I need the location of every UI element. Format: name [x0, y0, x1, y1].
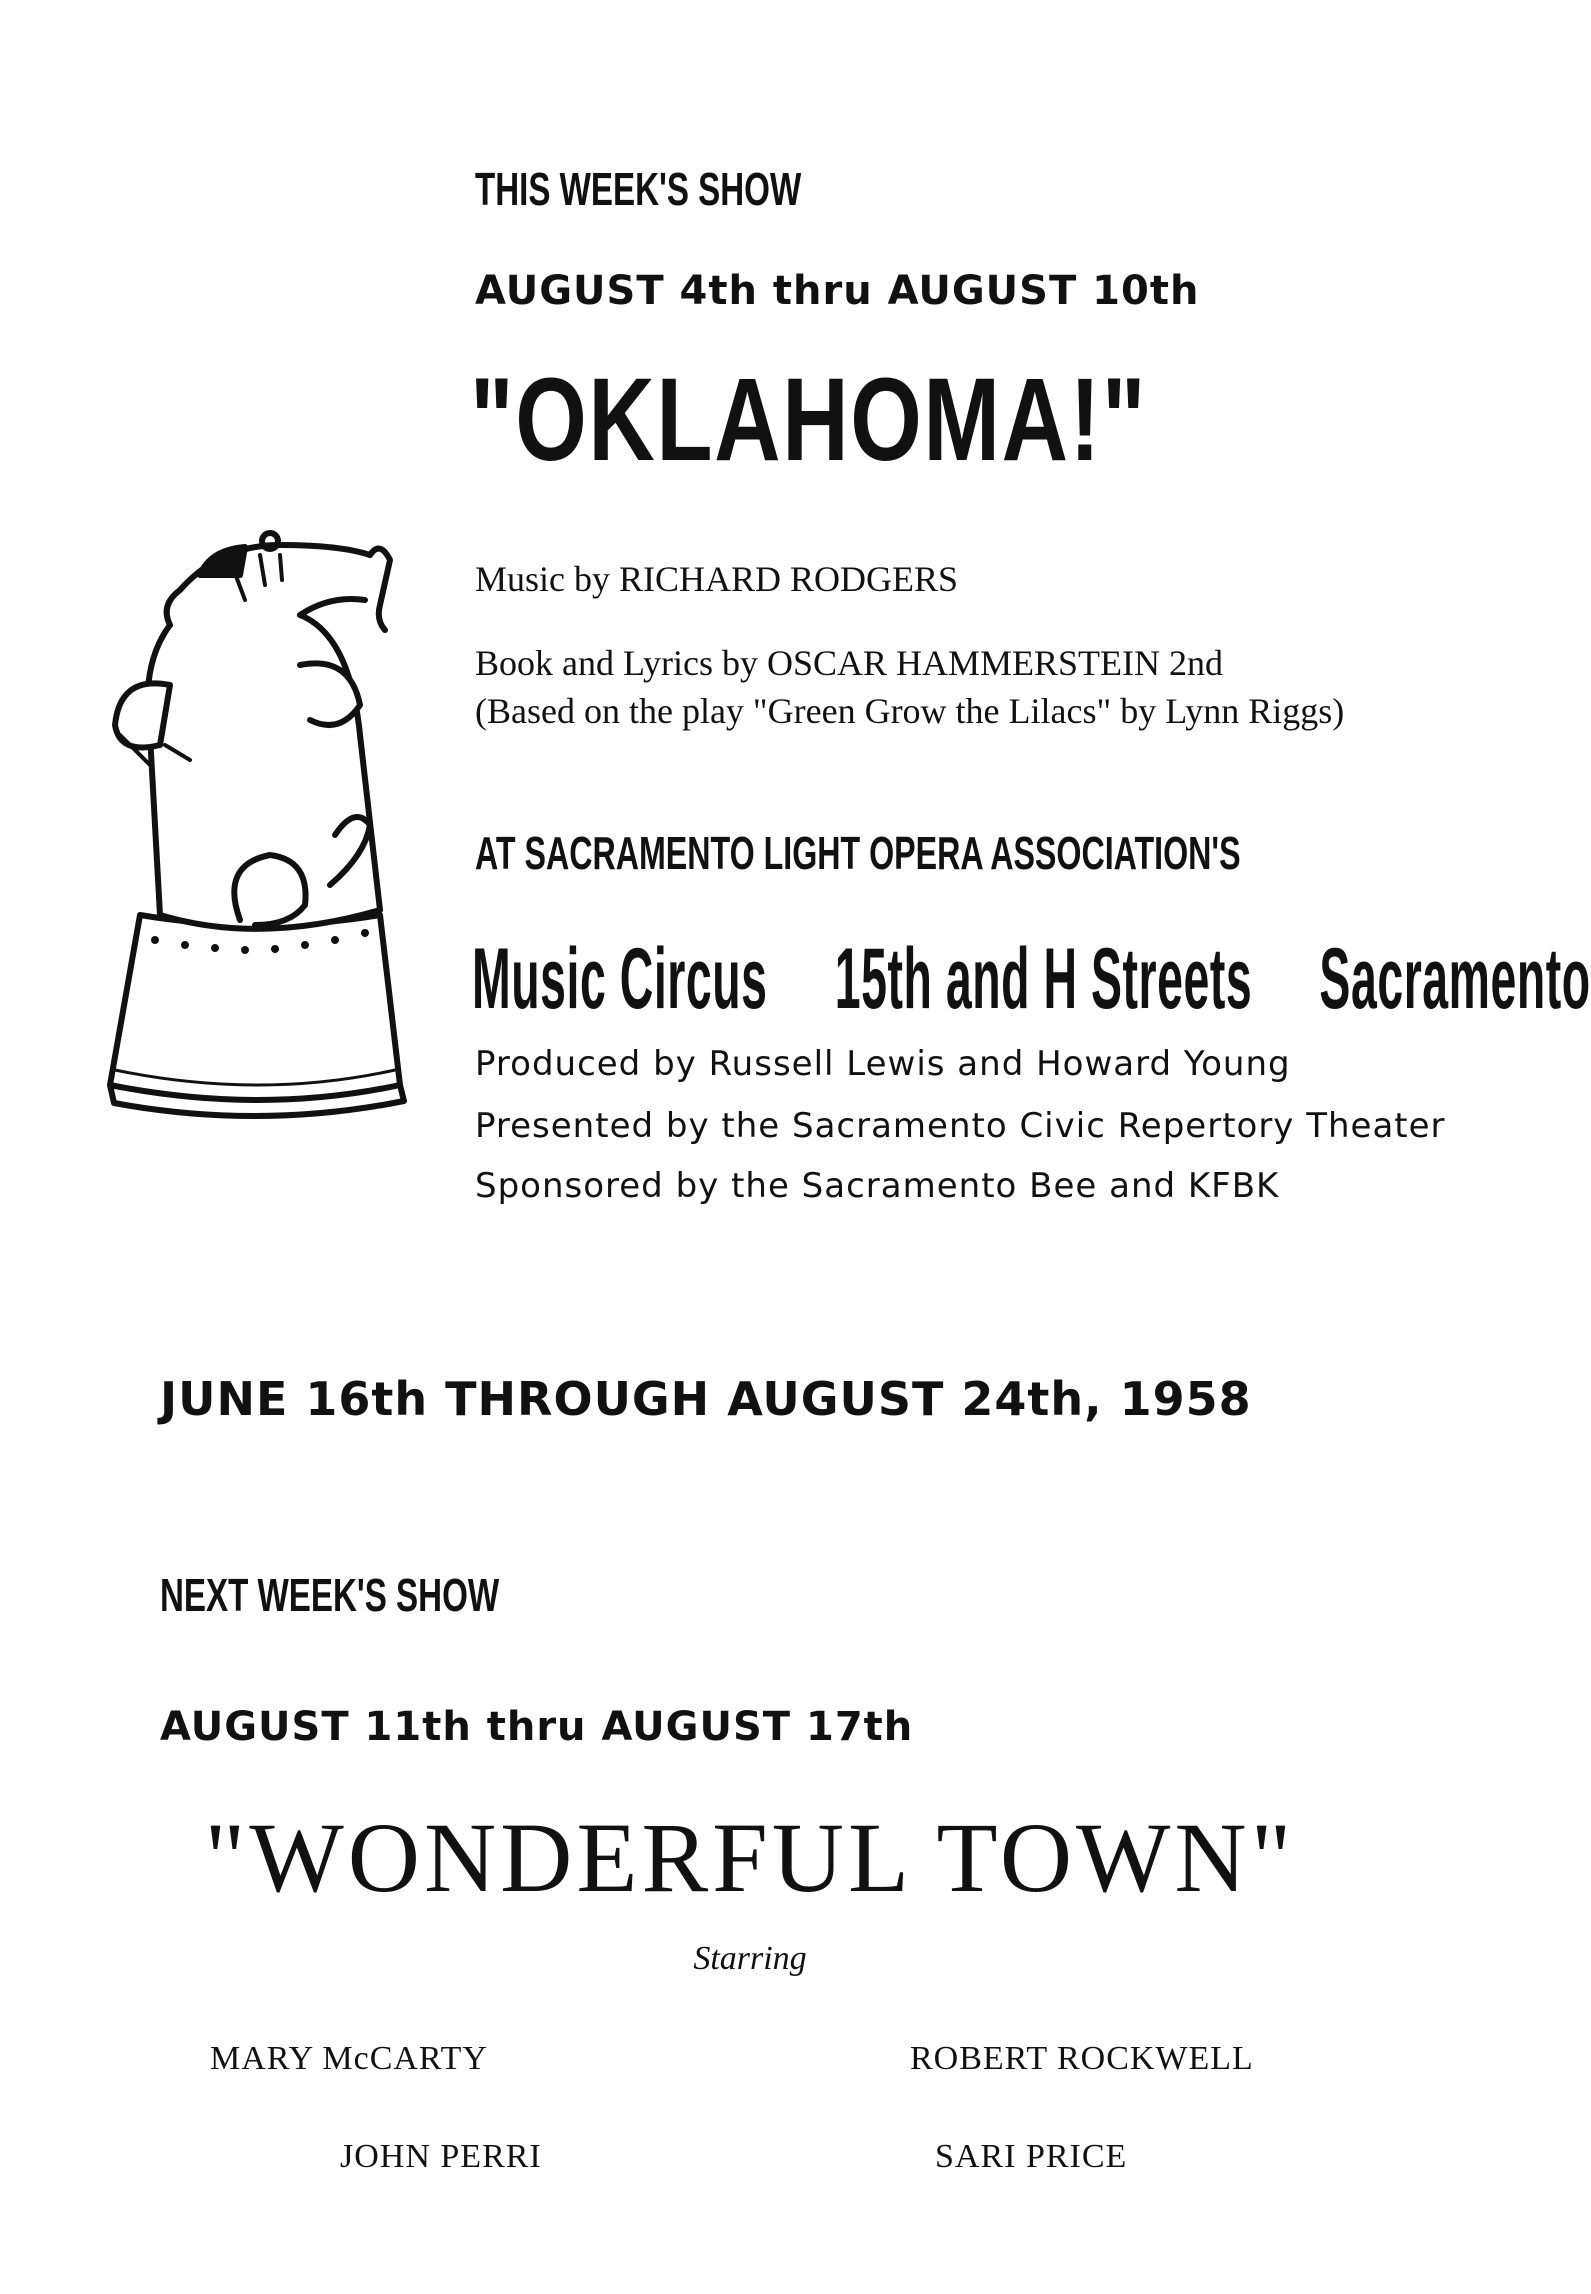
venue-city: Sacramento	[1319, 931, 1591, 1027]
next-week-dates: AUGUST 11th thru AUGUST 17th	[160, 1704, 914, 1750]
next-week-heading: NEXT WEEK'S SHOW	[160, 1569, 500, 1621]
star-name: JOHN PERRI	[340, 2138, 542, 2175]
book-lyrics-credit: Book and Lyrics by OSCAR HAMMERSTEIN 2nd	[475, 643, 1224, 683]
presented-by-credit: Presented by the Sacramento Civic Repertory Theater	[475, 1106, 1446, 1146]
this-week-show-title: "OKLAHOMA!"	[470, 354, 1148, 486]
venue-address: 15th and H Streets	[834, 931, 1253, 1027]
season-dates: JUNE 16th THROUGH AUGUST 24th, 1958	[160, 1372, 1252, 1426]
star-name: SARI PRICE	[935, 2138, 1128, 2175]
star-name: MARY McCARTY	[210, 2040, 488, 2077]
sponsored-by-credit: Sponsored by the Sacramento Bee and KFBK	[475, 1166, 1280, 1206]
star-name: ROBERT ROCKWELL	[910, 2040, 1254, 2077]
association-line: AT SACRAMENTO LIGHT OPERA ASSOCIATION'S	[475, 827, 1241, 879]
venue-name: Music Circus	[472, 931, 768, 1027]
this-week-heading: THIS WEEK'S SHOW	[475, 163, 802, 215]
starring-label: Starring	[693, 1940, 807, 1977]
based-on-note: (Based on the play "Green Grow the Lilacs" by Lynn Riggs)	[475, 691, 1345, 731]
this-week-dates: AUGUST 4th thru AUGUST 10th	[475, 268, 1200, 314]
next-week-show-title: "WONDERFUL TOWN"	[204, 1802, 1296, 1913]
music-credit: Music by RICHARD RODGERS	[475, 559, 959, 599]
venue-line	[472, 930, 1591, 1029]
produced-by-credit: Produced by Russell Lewis and Howard Young	[475, 1044, 1291, 1084]
circus-elephant-icon	[80, 505, 430, 1125]
